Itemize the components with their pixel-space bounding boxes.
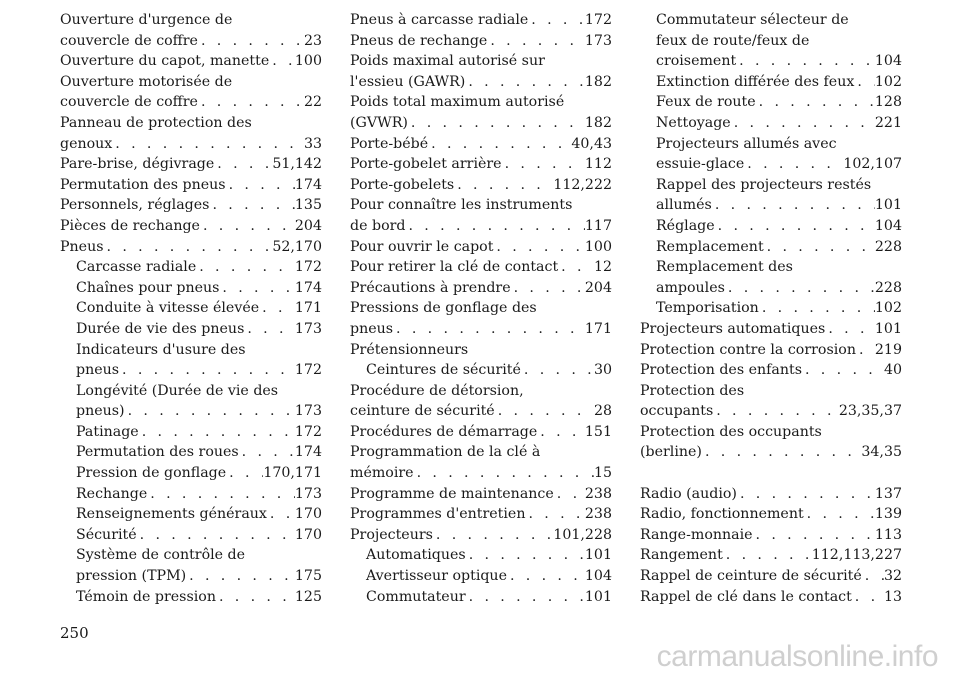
- page-ref: 112: [584, 156, 612, 173]
- index-term: Commutateur: [366, 588, 466, 605]
- dot-leader: [736, 51, 875, 72]
- dot-leader: [744, 154, 843, 175]
- index-term: Précautions à prendre: [350, 279, 511, 296]
- index-entry: [640, 545, 902, 566]
- index-entry: [350, 175, 612, 196]
- page-ref: 113: [874, 526, 902, 543]
- index-term: ampoules: [656, 279, 725, 296]
- dot-leader: [466, 545, 585, 566]
- page-ref: 12: [593, 259, 612, 276]
- dot-leader: [804, 504, 875, 525]
- index-column-3: [640, 10, 902, 607]
- page-ref: 221: [874, 114, 902, 131]
- index-term: Carcasse radiale: [76, 259, 197, 276]
- index-term: allumés: [656, 197, 712, 214]
- dot-leader: [209, 195, 294, 216]
- index-term: Projecteurs allumés avec: [656, 135, 837, 152]
- dot-leader: [558, 257, 594, 278]
- index-entry: [60, 237, 322, 258]
- index-entry: [350, 237, 612, 258]
- index-term: Pour connaître les instruments: [350, 197, 573, 214]
- index-entry: [60, 92, 322, 113]
- index-term: Programmes d'entretien: [350, 506, 526, 523]
- dot-leader: [554, 484, 585, 505]
- index-term: Indicateurs d'usure des: [76, 341, 246, 358]
- index-term: Rappel de clé dans le contact: [640, 588, 852, 605]
- index-term: Range-monnaie: [640, 526, 753, 543]
- dot-leader: [731, 113, 875, 134]
- dot-leader: [825, 319, 875, 340]
- index-entry: [640, 278, 902, 299]
- index-term: Protection des: [640, 382, 745, 399]
- page-ref: 174: [294, 444, 322, 461]
- page-ref: 125: [294, 588, 322, 605]
- page-ref: 100: [584, 238, 612, 255]
- page-ref: 173: [584, 32, 612, 49]
- index-term: Rappel des projecteurs restés: [656, 176, 872, 193]
- page-ref: 51,142: [272, 156, 322, 173]
- dot-leader: [137, 525, 295, 546]
- index-term: pression (TPM): [76, 568, 187, 585]
- dot-leader: [753, 525, 875, 546]
- page-ref: 174: [294, 176, 322, 193]
- index-term: Porte-gobelet arrière: [350, 156, 502, 173]
- index-entry: [640, 51, 902, 72]
- index-term: croisement: [656, 53, 737, 70]
- index-term: Feux de route: [656, 94, 756, 111]
- index-term: Pneus: [60, 238, 104, 255]
- index-term: Ouverture motorisée de: [60, 73, 233, 90]
- index-term: Pour ouvrir le capot: [350, 238, 494, 255]
- page-ref: 182: [584, 114, 612, 131]
- index-term: l'essieu (GAWR): [350, 73, 466, 90]
- index-entry: [60, 525, 322, 546]
- index-entry: [350, 134, 612, 155]
- index-entry: [60, 566, 322, 587]
- index-entry: [60, 484, 322, 505]
- page-ref: 170: [294, 526, 322, 543]
- index-term: Panneau de protection des: [60, 114, 252, 131]
- dot-leader: [852, 587, 884, 608]
- index-term: Protection contre la corrosion: [640, 341, 856, 358]
- page-ref: 102,107: [843, 156, 902, 173]
- index-term: Projecteurs: [350, 526, 433, 543]
- index-term: pneus: [76, 362, 120, 379]
- index-term: Renseignements généraux: [76, 506, 267, 523]
- dot-leader: [112, 134, 304, 155]
- page-ref: 101: [584, 547, 612, 564]
- page-ref: 33: [303, 135, 322, 152]
- page-ref: 40: [883, 362, 902, 379]
- page-ref: 104: [584, 568, 612, 585]
- dot-leader: [226, 463, 263, 484]
- page-number: 250: [60, 624, 89, 642]
- index-term: Conduite à vitesse élevée: [76, 300, 260, 317]
- index-entry: [350, 257, 612, 278]
- page-ref: 175: [294, 568, 322, 585]
- index-entry: [60, 51, 322, 72]
- index-entry: [350, 113, 612, 134]
- page-ref: 101: [874, 320, 902, 337]
- index-entry: [350, 484, 612, 505]
- dot-leader: [267, 504, 295, 525]
- index-column-2: [350, 10, 612, 607]
- index-entry: [60, 463, 322, 484]
- index-entry: [60, 278, 322, 299]
- index-term: Longévité (Durée de vie des: [76, 382, 279, 399]
- page-ref: 170,171: [263, 465, 322, 482]
- index-term: occupants: [640, 403, 714, 420]
- page-ref: 173: [294, 320, 322, 337]
- index-term: Temporisation: [656, 300, 759, 317]
- index-entry: [350, 566, 612, 587]
- dot-leader: [244, 319, 295, 340]
- dot-leader: [862, 566, 884, 587]
- dot-leader: [854, 72, 875, 93]
- page-ref: 238: [584, 485, 612, 502]
- page-ref: 139: [874, 506, 902, 523]
- page-ref: 171: [584, 320, 612, 337]
- watermark: carmanualsonline.info: [656, 640, 938, 673]
- dot-leader: [393, 319, 585, 340]
- dot-leader: [147, 484, 295, 505]
- dot-leader: [198, 92, 304, 113]
- index-entry: [350, 72, 612, 93]
- index-entry: [60, 257, 322, 278]
- index-term: Pressions de gonflage des: [350, 300, 537, 317]
- dot-leader: [428, 134, 571, 155]
- dot-leader: [465, 72, 585, 93]
- dot-leader: [493, 237, 584, 258]
- index-entry: [640, 298, 902, 319]
- page-ref: 112,113,227: [811, 547, 902, 564]
- page-ref: 112,222: [553, 176, 612, 193]
- dot-leader: [856, 340, 875, 361]
- dot-leader: [119, 360, 295, 381]
- index-term: Rangement: [640, 547, 723, 564]
- page-ref: 170: [294, 506, 322, 523]
- index-column-1: [60, 10, 322, 607]
- index-entry: [350, 31, 612, 52]
- dot-leader: [737, 484, 875, 505]
- page-ref: 28: [593, 403, 612, 420]
- index-term: Réglage: [656, 217, 715, 234]
- page-ref: 204: [294, 217, 322, 234]
- dot-leader: [528, 10, 585, 31]
- dot-leader: [219, 278, 295, 299]
- index-entry: [350, 587, 612, 608]
- dot-leader: [196, 257, 295, 278]
- page-ref: 117: [584, 217, 612, 234]
- index-entry: [350, 278, 612, 299]
- index-term: Chaînes pour pneus: [76, 279, 220, 296]
- dot-leader: [537, 422, 585, 443]
- index-entry: [640, 504, 902, 525]
- index-entry: [350, 504, 612, 525]
- index-term: Pour retirer la clé de contact: [350, 259, 559, 276]
- index-term: Radio (audio): [640, 485, 737, 502]
- dot-leader: [525, 504, 584, 525]
- index-entry: [350, 545, 612, 566]
- index-term: Extinction différée des feux: [656, 73, 855, 90]
- index-entry: [640, 154, 902, 175]
- index-term: Nettoyage: [656, 114, 731, 131]
- index-entry: [640, 195, 902, 216]
- index-term: Pare-brise, dégivrage: [60, 156, 215, 173]
- index-entry: [640, 340, 902, 361]
- page-ref: 219: [874, 341, 902, 358]
- index-entry: [640, 92, 902, 113]
- dot-leader: [759, 298, 875, 319]
- index-entry: [640, 319, 902, 340]
- index-entry: [350, 525, 612, 546]
- index-entry: [640, 216, 902, 237]
- dot-leader: [405, 216, 584, 237]
- page-ref: 173: [294, 403, 322, 420]
- dot-leader: [139, 422, 295, 443]
- index-term: Sécurité: [76, 526, 137, 543]
- page-ref: 172: [584, 12, 612, 28]
- page-ref: 182: [584, 73, 612, 90]
- index-entry: [60, 154, 322, 175]
- page-ref: 171: [294, 300, 322, 317]
- index-term: pneus): [76, 403, 125, 420]
- index-term: Programmation de la clé à: [350, 444, 541, 461]
- index-term: genoux: [60, 135, 113, 152]
- index-term: Pneus à carcasse radiale: [350, 12, 529, 28]
- index-term: Radio, fonctionnement: [640, 506, 804, 523]
- index-term: Avertisseur optique: [366, 568, 507, 585]
- index-term: Remplacement: [656, 238, 764, 255]
- index-term: Commutateur sélecteur de: [656, 12, 849, 28]
- index-entry: [640, 401, 902, 422]
- index-term: couvercle de coffre: [60, 94, 198, 111]
- page-ref: 15: [593, 465, 612, 482]
- dot-leader: [521, 360, 594, 381]
- index-entry: [60, 319, 322, 340]
- index-entry: [640, 442, 902, 463]
- page-ref: 104: [874, 53, 902, 70]
- page-ref: 228: [874, 279, 902, 296]
- dot-leader: [200, 216, 295, 237]
- dot-leader: [511, 278, 585, 299]
- page-ref: 34,35: [861, 444, 902, 461]
- page-ref: 128: [874, 94, 902, 111]
- page-ref: 151: [584, 423, 612, 440]
- index-entry: [60, 587, 322, 608]
- index-term: Programme de maintenance: [350, 485, 554, 502]
- index-entry: [350, 319, 612, 340]
- page-ref: 204: [584, 279, 612, 296]
- index-entry: [350, 401, 612, 422]
- index-term: Ceintures de sécurité: [366, 362, 521, 379]
- index-entry: [60, 360, 322, 381]
- index-term: Procédure de détorsion,: [350, 382, 524, 399]
- index-entry: [640, 113, 902, 134]
- dot-leader: [216, 587, 295, 608]
- dot-leader: [104, 237, 273, 258]
- page-ref: 23,35,37: [838, 403, 902, 420]
- page-ref: 102: [874, 300, 902, 317]
- index-entry: [640, 525, 902, 546]
- dot-leader: [408, 113, 585, 134]
- page-ref: 101: [874, 197, 902, 214]
- index-term: Remplacement des: [656, 259, 793, 276]
- index-entry: [640, 566, 902, 587]
- index-term: Protection des occupants: [640, 423, 822, 440]
- dot-leader: [713, 401, 839, 422]
- index-term: Automatiques: [366, 547, 466, 564]
- index-term: Permutation des roues: [76, 444, 239, 461]
- dot-leader: [198, 31, 304, 52]
- dot-leader: [269, 51, 295, 72]
- index-entry: [350, 216, 612, 237]
- index-term: mémoire: [350, 465, 414, 482]
- index-entry: [60, 31, 322, 52]
- index-entry: [640, 360, 902, 381]
- page-ref: 100: [294, 53, 322, 70]
- index-term: Durée de vie des pneus: [76, 320, 245, 337]
- index-term: pneus: [350, 320, 394, 337]
- page-ref: 172: [294, 423, 322, 440]
- dot-leader: [712, 195, 875, 216]
- index-entry: [350, 10, 612, 31]
- page-ref: 238: [584, 506, 612, 523]
- blank-line: [640, 463, 902, 484]
- index-term: Ouverture d'urgence de: [60, 12, 233, 28]
- index-term: Patinage: [76, 423, 139, 440]
- page-ref: 137: [874, 485, 902, 502]
- index-term: essuie-glace: [656, 156, 745, 173]
- page-ref: 172: [294, 259, 322, 276]
- index-term: Ouverture du capot, manette: [60, 53, 270, 70]
- dot-leader: [466, 587, 585, 608]
- index-entry: [350, 360, 612, 381]
- index-entry: [60, 401, 322, 422]
- index-term: (berline): [640, 444, 702, 461]
- index-term: Poids maximal autorisé sur: [350, 53, 545, 70]
- index-term: Système de contrôle de: [76, 547, 246, 564]
- dot-leader: [802, 360, 884, 381]
- page-ref: 40,43: [571, 135, 612, 152]
- dot-leader: [702, 442, 861, 463]
- index-term: Protection des enfants: [640, 362, 802, 379]
- page-ref: 104: [874, 217, 902, 234]
- index-term: de bord: [350, 217, 406, 234]
- index-term: Permutation des pneus: [60, 176, 226, 193]
- index-term: Témoin de pression: [76, 588, 216, 605]
- page-ref: 174: [294, 279, 322, 296]
- index-term: Pièces de rechange: [60, 217, 200, 234]
- dot-leader: [725, 278, 875, 299]
- page-ref: 13: [883, 588, 902, 605]
- dot-leader: [433, 525, 553, 546]
- dot-leader: [495, 401, 594, 422]
- index-term: Pneus de rechange: [350, 32, 488, 49]
- dot-leader: [259, 298, 295, 319]
- index-entry: [350, 422, 612, 443]
- index-term: Poids total maximum autorisé: [350, 94, 565, 111]
- index-term: Porte-gobelets: [350, 176, 455, 193]
- dot-leader: [723, 545, 812, 566]
- page-ref: 172: [294, 362, 322, 379]
- page-ref: 23: [303, 32, 322, 49]
- index-term: (GVWR): [350, 114, 408, 131]
- page-ref: 102: [874, 73, 902, 90]
- page-ref: 22: [303, 94, 322, 111]
- index-entry: [640, 587, 902, 608]
- dot-leader: [507, 566, 585, 587]
- index-entry: [60, 442, 322, 463]
- dot-leader: [125, 401, 295, 422]
- page-ref: 101,228: [553, 526, 612, 543]
- index-term: Procédures de démarrage: [350, 423, 538, 440]
- dot-leader: [186, 566, 295, 587]
- page-ref: 30: [593, 362, 612, 379]
- index-entry: [60, 175, 322, 196]
- index-entry: [350, 463, 612, 484]
- page-ref: 32: [883, 568, 902, 585]
- page-ref: 135: [294, 197, 322, 214]
- dot-leader: [454, 175, 553, 196]
- index-term: feux de route/feux de: [656, 32, 810, 49]
- index-entry: [640, 484, 902, 505]
- index-entry: [640, 237, 902, 258]
- dot-leader: [502, 154, 585, 175]
- index-term: Projecteurs automatiques: [640, 320, 826, 337]
- index-term: couvercle de coffre: [60, 32, 198, 49]
- index-entry: [60, 195, 322, 216]
- dot-leader: [226, 175, 295, 196]
- dot-leader: [214, 154, 272, 175]
- dot-leader: [239, 442, 295, 463]
- index-entry: [60, 504, 322, 525]
- page-ref: 173: [294, 485, 322, 502]
- index-entry: [60, 134, 322, 155]
- index-entry: [60, 216, 322, 237]
- index-entry: [640, 72, 902, 93]
- index-term: Rechange: [76, 485, 148, 502]
- dot-leader: [487, 31, 585, 52]
- index-term: Rappel de ceinture de sécurité: [640, 568, 862, 585]
- index-term: Prétensionneurs: [350, 341, 469, 358]
- index-entry: [350, 154, 612, 175]
- index-term: Porte-bébé: [350, 135, 429, 152]
- page-ref: 52,170: [272, 238, 322, 255]
- index-entry: [60, 422, 322, 443]
- page-ref: 228: [874, 238, 902, 255]
- page-ref: 101: [584, 588, 612, 605]
- dot-leader: [715, 216, 875, 237]
- dot-leader: [764, 237, 875, 258]
- index-entry: [60, 298, 322, 319]
- dot-leader: [414, 463, 594, 484]
- index-term: Personnels, réglages: [60, 197, 210, 214]
- index-term: Pression de gonflage: [76, 465, 227, 482]
- index-term: ceinture de sécurité: [350, 403, 495, 420]
- dot-leader: [756, 92, 875, 113]
